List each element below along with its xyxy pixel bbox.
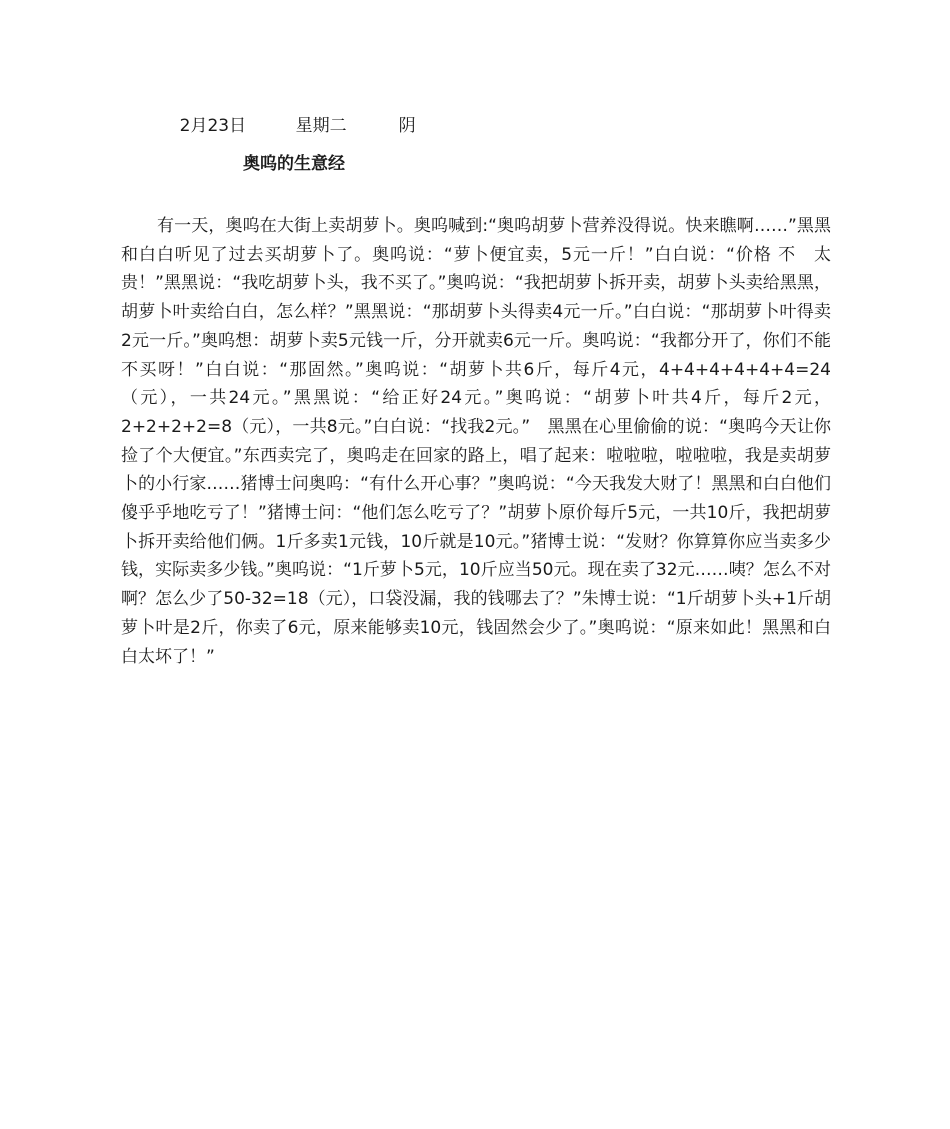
diary-weather: 阴 bbox=[398, 116, 416, 136]
body-paragraph: 有一天，奥呜在大街上卖胡萝卜。奥呜喊到:“奥呜胡萝卜营养没得说。快来瞧啊……”黑黑和白白听见了过去买胡萝卜了。奥呜说：“萝卜便宜卖，5元一斤！”白白说：“价格 不 太贵！”黑黑说：“我吃胡萝卜头，我不买了。”奥呜说：“我把胡萝卜拆开卖，胡萝卜头卖给黑黑，胡萝卜叶卖给白白，怎么样？”黑黑说：“那胡萝卜头得卖4元一斤。”白白说：“那胡萝卜叶得卖2元一斤。”奥呜想：胡萝卜卖5元钱一斤，分开就卖6元一斤。奥呜说：“我都分开了，你们不能不买呀！”白白说：“那固然。”奥呜说：“胡萝卜共6斤，每斤4元，4+4+4+4+4+4=24（元），一共24元。”黑黑说：“给正好24元。”奥呜说：“胡萝卜叶共4斤，每斤2元，2+2+2+2=8（元），一共8元。”白白说：“找我2元。” 黑黑在心里偷偷的说：“奥呜今天让你捡了个大便宜。”东西卖完了，奥呜走在回家的路上，唱了起来：啦啦啦，啦啦啦，我是卖胡萝卜的小行家……猪博士问奥呜：“有什么开心事？”奥呜说：“今天我发大财了！黑黑和白白他们傻乎乎地吃亏了！”猪博士问：“他们怎么吃亏了？”胡萝卜原价每斤5元，一共10斤，我把胡萝卜拆开卖给他们俩。1斤多卖1元钱，10斤就是10元。”猪博士说：“发财？你算算你应当卖多少钱，实际卖多少钱。”奥呜说：“1斤萝卜5元，10斤应当50元。现在卖了32元……咦？怎么不对啊？怎么少了50-32=18（元），口袋没漏，我的钱哪去了？”朱博士说：“1斤胡萝卜头+1斤胡萝卜叶是2斤，你卖了6元，原来能够卖10元，钱固然会少了。”奥呜说：“原来如此！黑黑和白白太坏了！” bbox=[121, 216, 831, 667]
diary-weekday: 星期二 bbox=[295, 116, 347, 136]
diary-date: 2月23日 bbox=[179, 116, 247, 136]
document-title: 奥呜的生意经 bbox=[243, 154, 345, 174]
